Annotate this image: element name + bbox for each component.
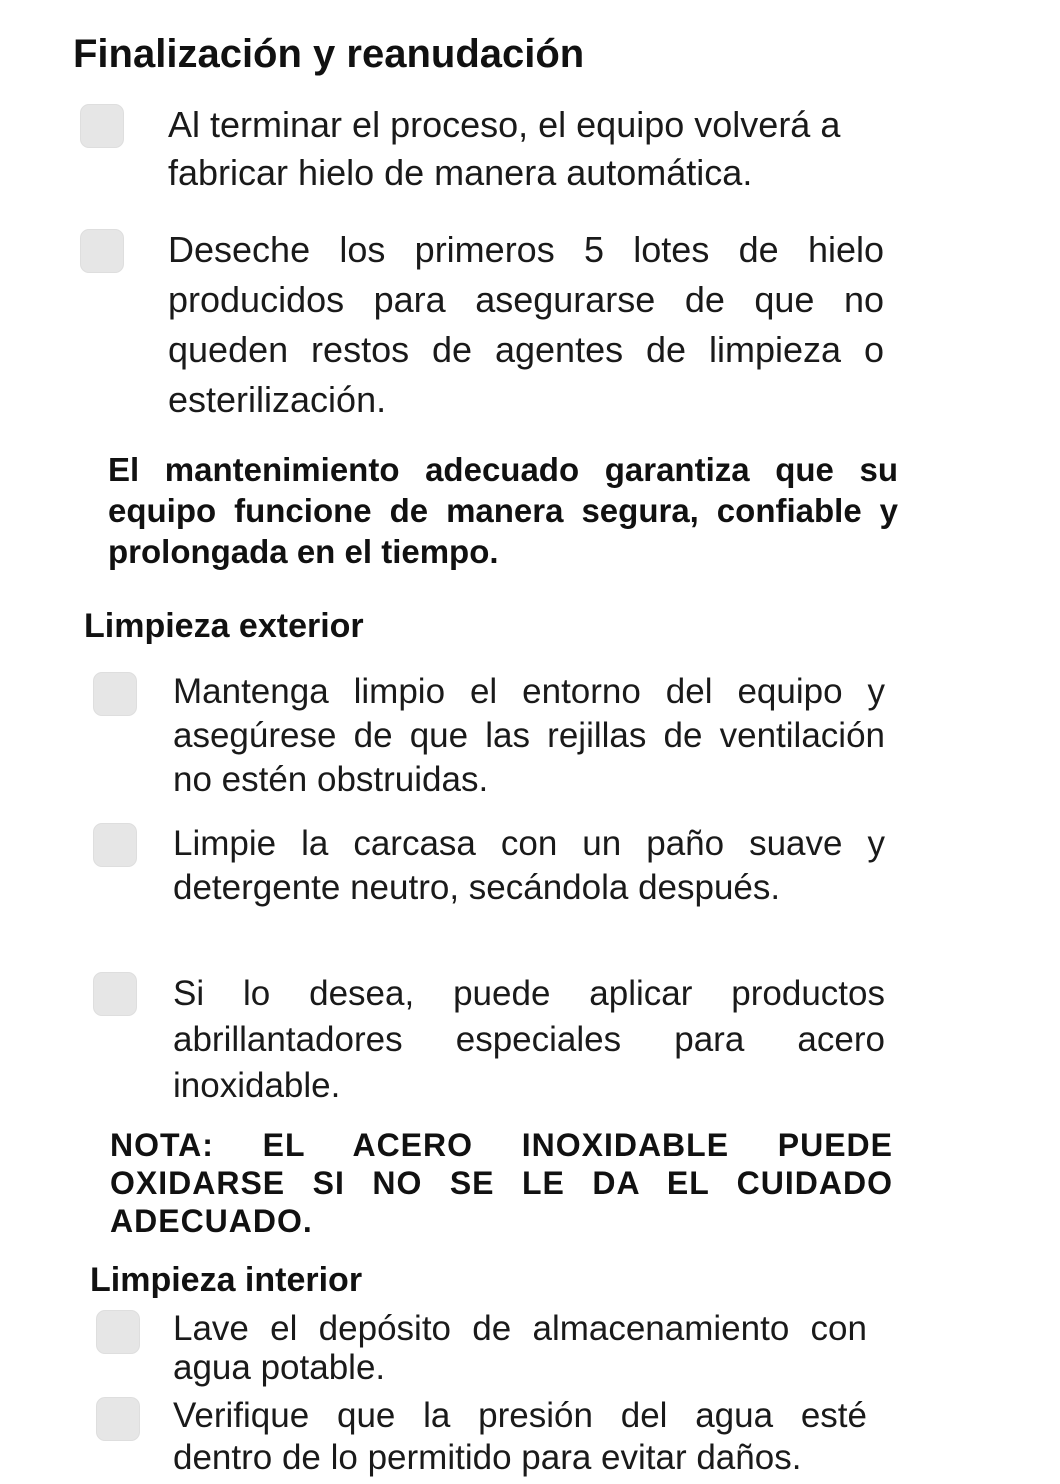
checkbox-icon[interactable] [80, 229, 124, 273]
checklist-item-text: Deseche los primeros 5 lotes de hielo producidos para asegurarse de que no queden restos de agentes de limpieza o esterilización. [168, 229, 884, 420]
checklist-item-text: Verifique que la presión del agua esté dentro de lo permitido para evitar daños. [173, 1396, 867, 1477]
checklist-item-text: Limpie la carcasa con un paño suave y detergente neutro, secándola después. [173, 824, 885, 907]
maintenance-note: El mantenimiento adecuado garantiza que su equipo funcione de manera segura, confiable y prolongada en el tiempo. [108, 451, 898, 570]
section-heading-interior: Limpieza interior [90, 1261, 363, 1299]
section-heading-exterior: Limpieza exterior [84, 607, 364, 645]
section-heading-finalization: Finalización y reanudación [73, 32, 585, 76]
checklist-item-text: Si lo desea, puede aplicar productos abrillantadores especiales para acero inoxidable. [173, 974, 885, 1105]
checklist-item-text: Al terminar el proceso, el equipo volverá a fabricar hielo de manera automática. [168, 104, 841, 193]
checklist-item-text: Lave el depósito de almacenamiento con agua potable. [173, 1309, 867, 1387]
checkbox-icon[interactable] [80, 104, 124, 148]
checkbox-icon[interactable] [96, 1397, 140, 1441]
checkbox-icon[interactable] [93, 823, 137, 867]
checklist-item-text: Mantenga limpio el entorno del equipo y asegúrese de que las rejillas de ventilación no estén obstruidas. [173, 672, 885, 799]
checkbox-icon[interactable] [93, 972, 137, 1016]
stainless-steel-note: NOTA: EL ACERO INOXIDABLE PUEDE OXIDARSE SI NO SE LE DA EL CUIDADO ADECUADO. [110, 1127, 893, 1239]
checkbox-icon[interactable] [93, 672, 137, 716]
checkbox-icon[interactable] [96, 1310, 140, 1354]
